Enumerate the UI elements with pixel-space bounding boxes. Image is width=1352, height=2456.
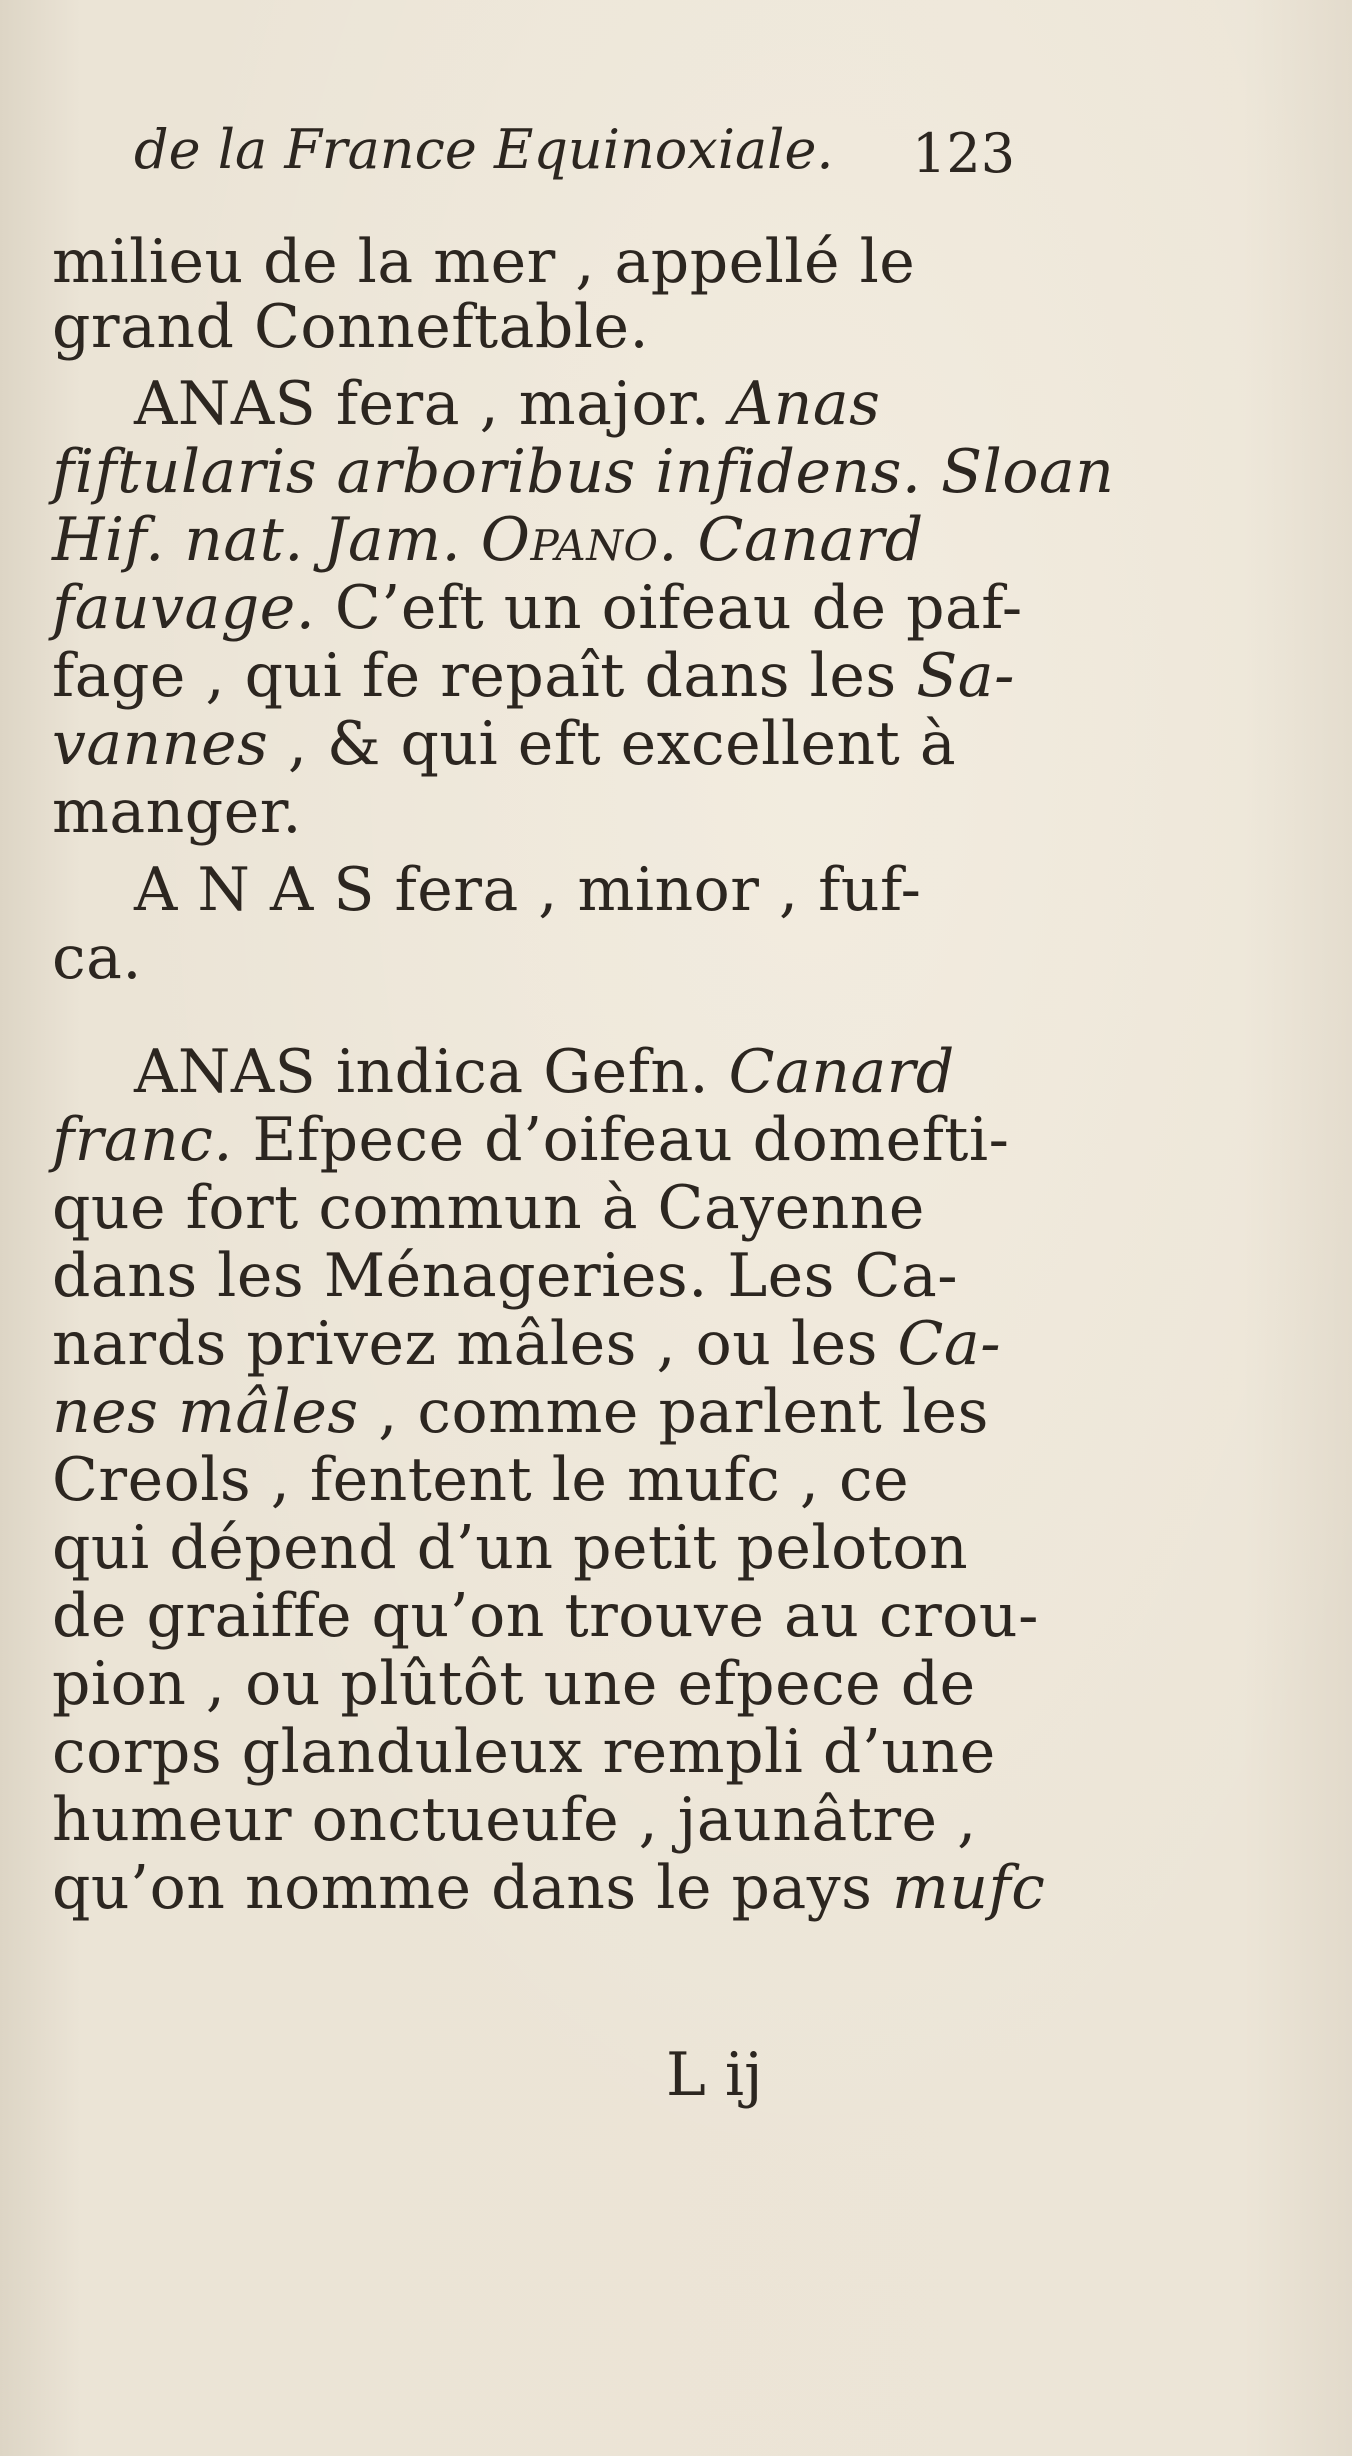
text-span: C’eft un oifeau de paf-	[315, 573, 1023, 643]
text-span: nards privez mâles , ou les	[52, 1309, 898, 1379]
text-span: .	[658, 505, 698, 575]
local-name: Opano	[480, 505, 659, 575]
text-line: milieu de la mer , appellé le	[52, 227, 916, 297]
text-line	[134, 1037, 955, 1107]
text-span: , comme parlent les	[358, 1377, 989, 1447]
text-line	[52, 437, 1115, 507]
text-span: Hif. nat. Jam.	[52, 505, 481, 575]
signature-mark: L ij	[666, 2040, 763, 2110]
text-line: corps glanduleux rempli d’une	[52, 1717, 996, 1787]
text-line	[52, 573, 1023, 643]
page-number: 123	[912, 122, 1016, 185]
text-line: ca.	[52, 923, 142, 993]
text-span: franc.	[52, 1105, 233, 1175]
text-line: A N A S fera , minor , fuf-	[134, 855, 922, 925]
text-line: que fort commun à Cayenne	[52, 1173, 925, 1243]
text-line	[52, 709, 957, 779]
text-span: Canard	[697, 505, 924, 575]
text-span: , & qui eft excellent à	[268, 709, 957, 779]
text-span: mufc	[892, 1853, 1046, 1923]
taxon-name: Anas	[729, 369, 881, 439]
text-span: Efpece d’oifeau domefti-	[232, 1105, 1010, 1175]
text-line	[52, 1309, 1001, 1379]
running-title: de la France Equinoxiale.	[134, 118, 834, 181]
text-line	[52, 1105, 1010, 1175]
text-span: nes mâles	[52, 1377, 359, 1447]
text-span: fage , qui fe repaît dans les	[52, 641, 917, 711]
text-span: fiftularis arboribus infidens. Sloan	[52, 437, 1115, 507]
text-span: ANAS indica Gefn.	[134, 1037, 729, 1107]
text-span: Sa-	[916, 641, 1015, 711]
text-line	[52, 1377, 989, 1447]
text-span: Ca-	[897, 1309, 1001, 1379]
text-span: fauvage.	[52, 573, 316, 643]
text-line: pion , ou plûtôt une efpece de	[52, 1649, 976, 1719]
text-line: qui dépend d’un petit peloton	[52, 1513, 969, 1583]
text-line: Creols , fentent le mufc , ce	[52, 1445, 910, 1515]
text-line: humeur onctueufe , jaunâtre ,	[52, 1785, 977, 1855]
text-line: manger.	[52, 777, 302, 847]
text-line: grand Conneftable.	[52, 292, 650, 362]
text-line	[52, 1853, 1046, 1923]
text-line	[52, 505, 924, 575]
text-span: ANAS fera , major.	[134, 369, 730, 439]
text-span: vannes	[52, 709, 269, 779]
text-span: qu’on nomme dans le pays	[52, 1853, 892, 1923]
text-line: de graiffe qu’on trouve au crou-	[52, 1581, 1039, 1651]
text-line	[134, 369, 881, 439]
text-line: dans les Ménageries. Les Ca-	[52, 1241, 959, 1311]
text-line	[52, 641, 1015, 711]
text-span: Canard	[728, 1037, 955, 1107]
